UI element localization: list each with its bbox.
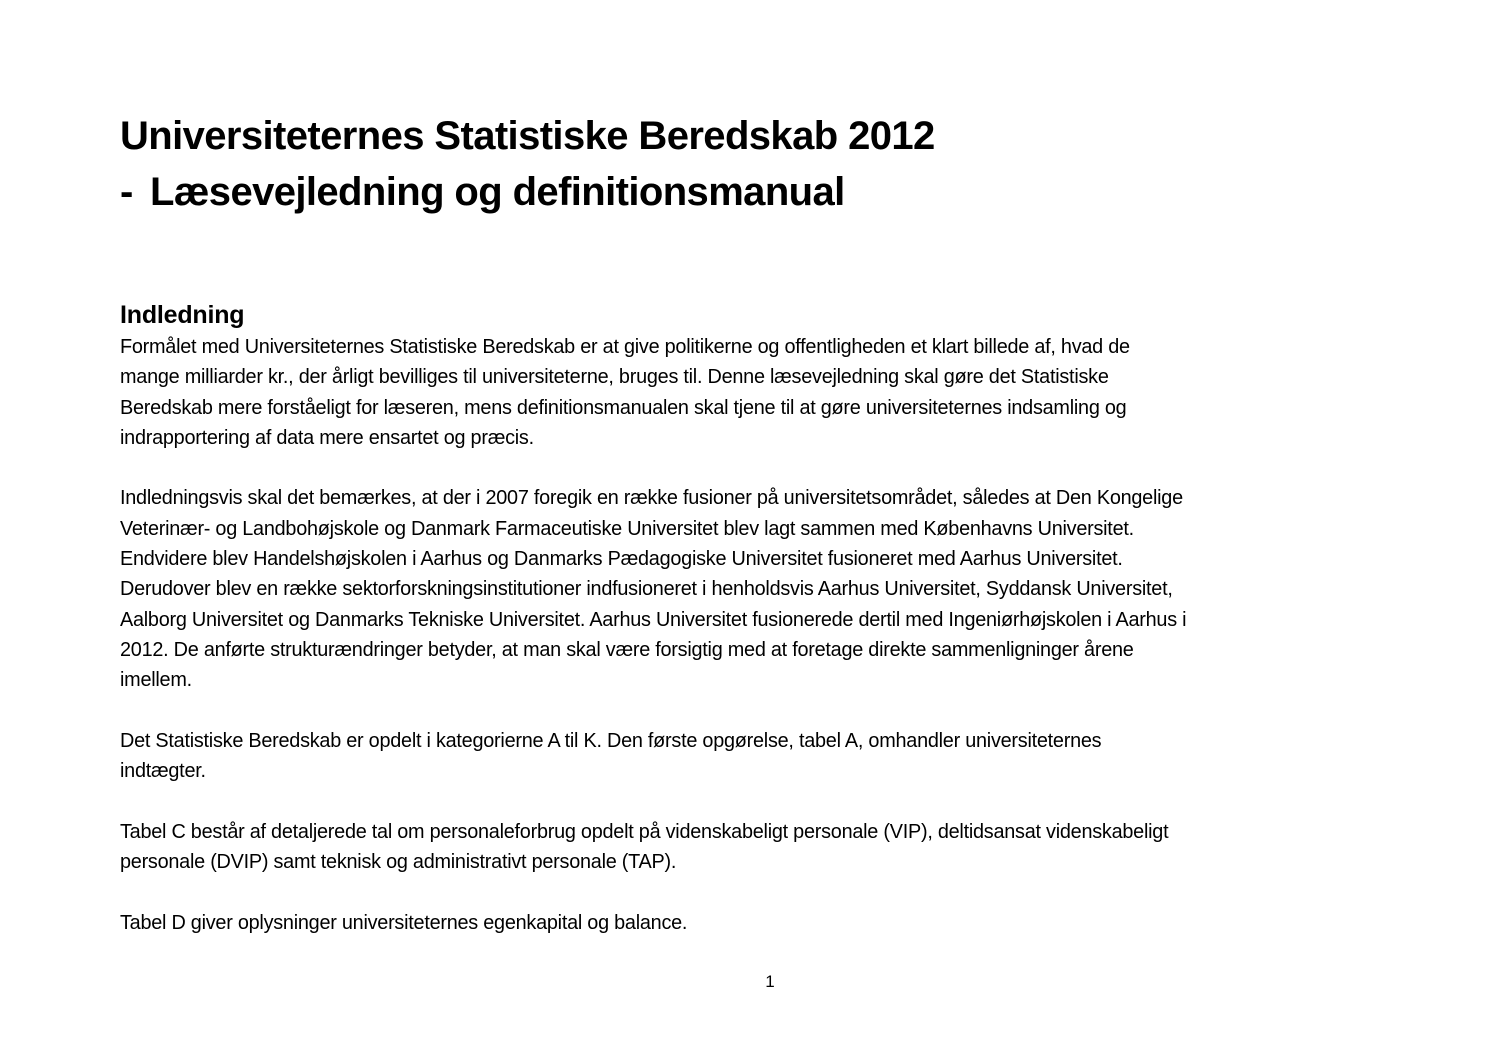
paragraph-line: Beredskab mere forståeligt for læseren, mens definitionsmanualen skal tjene til at gøre universiteternes indsamling og [120,396,1127,419]
paragraph-line: Formålet med Universiteternes Statistiske Beredskab er at give politikerne og offentligheden et klart billede af, hvad de [120,336,1130,358]
paragraph-line: Aalborg Universitet og Danmarks Tekniske Universitet. Aarhus Universitet fusionerede dertil med Ingeniørhøjskolen i Aarhus i [120,608,1187,631]
paragraph-line: personale (DVIP) samt teknisk og administrativt personale (TAP). [120,851,677,874]
paragraph-categories [120,726,1410,787]
paragraph-line: indrapportering af data mere ensartet og præcis. [120,426,534,449]
paragraph-purpose [120,332,1410,453]
paragraph-table-d [120,908,1410,938]
paragraph-line: Tabel C består af detaljerede tal om personaleforbrug opdelt på videnskabeligt personale (VIP), deltidsansat videnskabeligt [120,820,1169,843]
paragraph-line: Tabel D giver oplysninger universiteternes egenkapital og balance. [120,911,688,934]
paragraph-line: Derudover blev en række sektorforskningsinstitutioner indfusioneret i henholdsvis Aarhus Universitet, Syddansk Universitet, [120,578,1173,601]
title-line-2 [120,164,1400,220]
section-heading: Indledning [120,301,245,329]
paragraph-mergers [120,483,1410,695]
paragraph-line: indtægter. [120,760,206,783]
paragraph-line: mange milliarder kr., der årligt bevilliges til universiteterne, bruges til. Denne læsevejledning skal gøre det Statistiske [120,366,1109,389]
paragraph-line: 2012. De anførte strukturændringer betyder, at man skal være forsigtig med at foretage direkte sammenligninger årene [120,638,1134,661]
document-title [120,108,1400,220]
title-dash: - [120,170,133,214]
title-line-1: Universiteternes Statistiske Beredskab 2012 [120,114,935,158]
paragraph-line: Det Statistiske Beredskab er opdelt i kategorierne A til K. Den første opgørelse, tabel A, omhandler universiteternes [120,729,1102,752]
paragraph-table-c [120,817,1410,878]
page-number: 1 [765,972,775,991]
paragraph-line: Veterinær- og Landbohøjskole og Danmark Farmaceutiske Universitet blev lagt sammen med Københavns Universitet. [120,517,1134,540]
title-subtitle: Læsevejledning og definitionsmanual [150,170,845,214]
paragraph-line: Endvidere blev Handelshøjskolen i Aarhus og Danmarks Pædagogiske Universitet fusioneret med Aarhus Universitet. [120,548,1123,571]
paragraph-line: Indledningsvis skal det bemærkes, at der i 2007 foregik en række fusioner på universitetsområdet, således at Den Kongelige [120,487,1183,510]
document-body [120,298,1410,968]
paragraph-line: imellem. [120,669,192,692]
